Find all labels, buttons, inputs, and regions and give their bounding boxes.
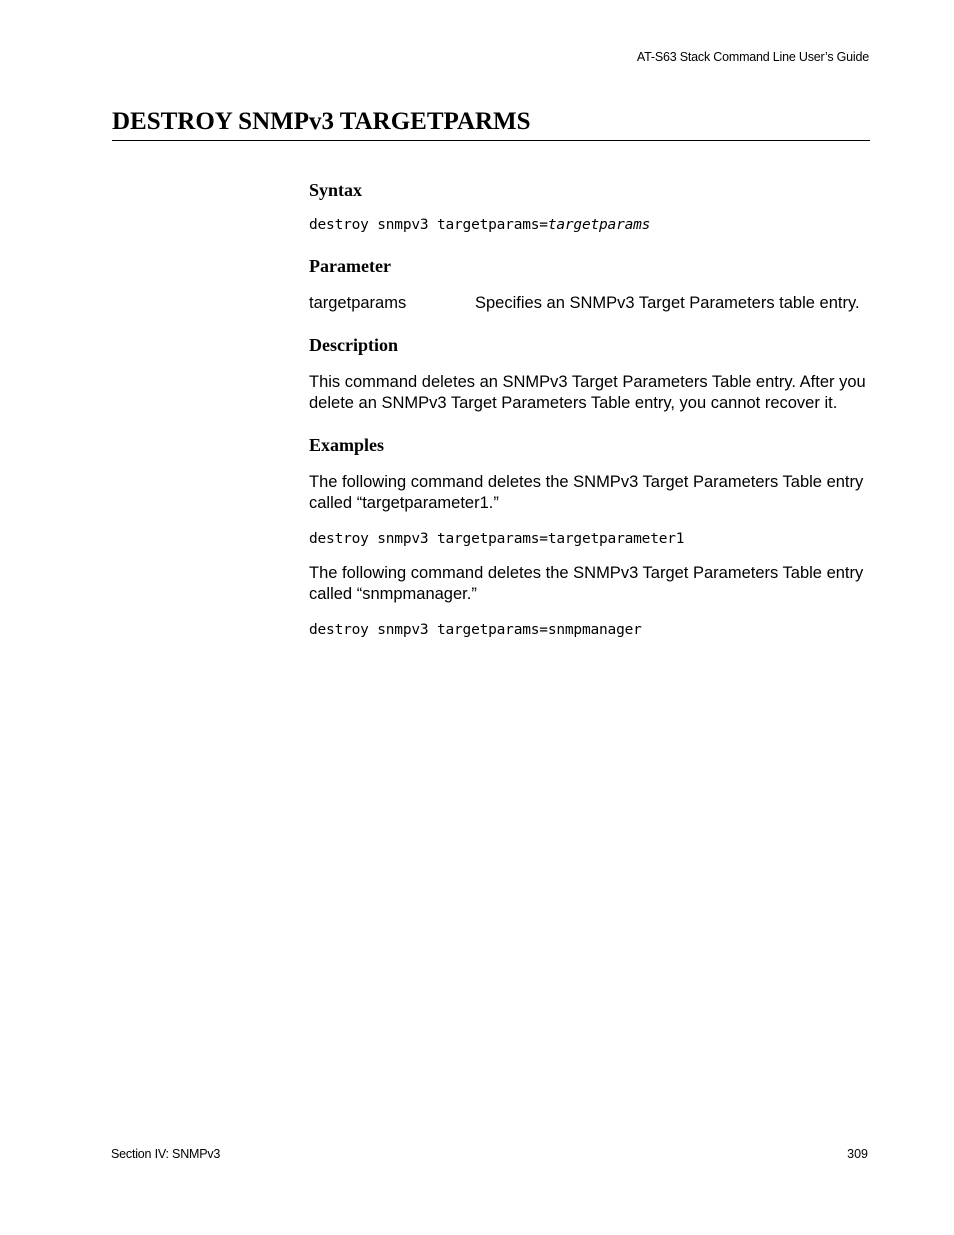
description-heading: Description (309, 335, 398, 355)
example-2-text: The following command deletes the SNMPv3 Target Parameters Table entry called “snmpmanager.” (309, 564, 864, 603)
examples-section (309, 433, 870, 640)
parameter-row (309, 293, 870, 314)
example-1-text: The following command deletes the SNMPv3 Target Parameters Table entry called “targetparameter1.” (309, 473, 864, 512)
parameter-section (309, 254, 870, 314)
description-text: This command deletes an SNMPv3 Target Parameters Table entry. After you delete an SNMPv3 Target Parameters Table entry, you cannot recover it. (309, 373, 866, 412)
page-title: DESTROY SNMPv3 TARGETPARMS (112, 107, 870, 141)
syntax-heading: Syntax (309, 180, 363, 200)
footer-section: Section IV: SNMPv3 (111, 1147, 221, 1161)
parameter-name: targetparams (309, 294, 407, 312)
syntax-command-text: destroy snmpv3 targetparams= (309, 217, 548, 233)
parameter-description: Specifies an SNMPv3 Target Parameters table entry. (475, 294, 860, 312)
running-header: AT-S63 Stack Command Line User’s Guide (636, 50, 869, 64)
examples-heading: Examples (309, 435, 385, 455)
page-number: 309 (847, 1147, 868, 1161)
example-2-code: destroy snmpv3 targetparams=snmpmanager (309, 622, 642, 638)
syntax-argument: targetparams (547, 217, 651, 233)
description-section (309, 333, 870, 414)
example-1-code: destroy snmpv3 targetparams=targetparameter1 (309, 531, 685, 547)
main-content (309, 178, 870, 640)
parameter-heading: Parameter (309, 256, 391, 276)
syntax-command (309, 215, 870, 235)
syntax-section (309, 178, 870, 235)
